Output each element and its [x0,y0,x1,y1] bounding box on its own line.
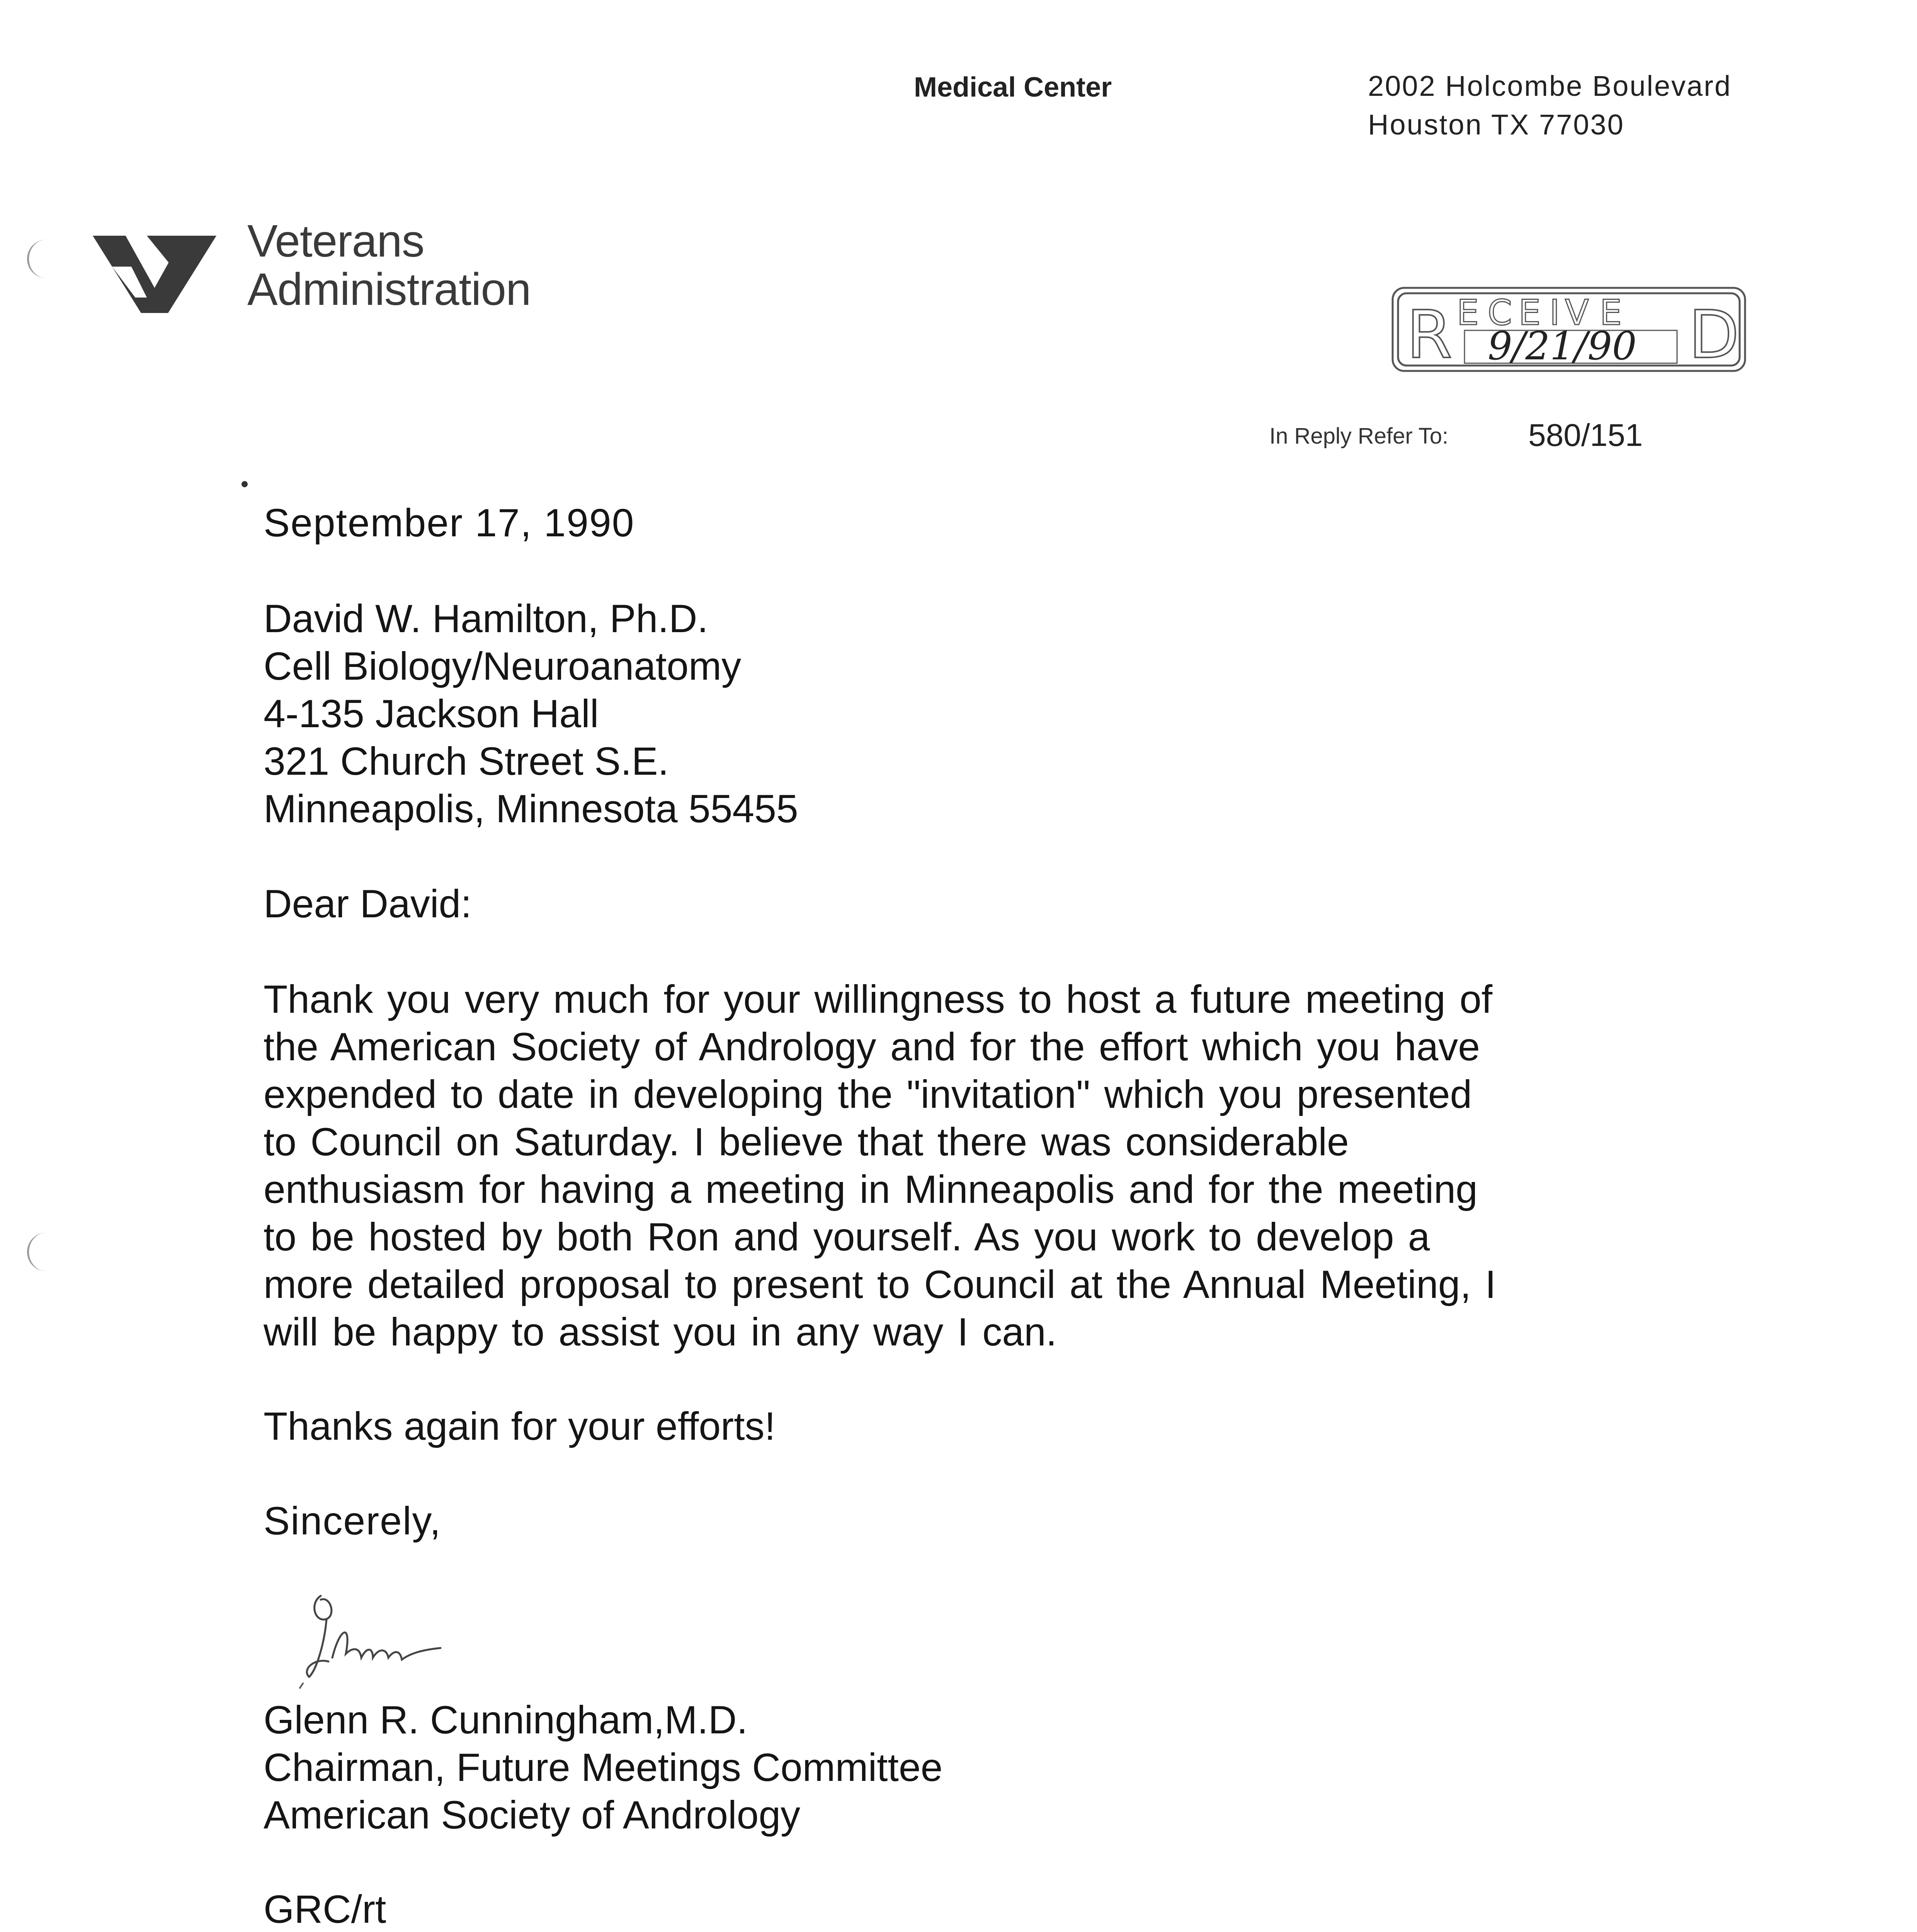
body-line: to Council on Saturday. I believe that there was considerable [264,1120,1349,1164]
recipient-line: 321 Church Street S.E. [264,739,669,783]
body-paragraph [264,976,1496,1356]
signatory-organization: American Society of Andrology [264,1793,801,1837]
recipient-line: 4-135 Jackson Hall [264,692,599,736]
body-line: Thank you very much for your willingness to host a future meeting of [264,977,1493,1021]
svg-text:V: V [1565,293,1589,333]
reference-label: In Reply Refer To: [1269,423,1449,449]
address-line-2: Houston TX 77030 [1368,109,1624,141]
signature-block [264,1696,942,1839]
logo-text-veterans: Veterans [247,216,424,267]
svg-text:E: E [1600,293,1622,333]
closing: Sincerely, [264,1499,442,1543]
body-line: expended to date in developing the "invitation" which you presented [264,1072,1472,1116]
svg-text:D: D [1689,297,1739,373]
body-line: enthusiasm for having a meeting in Minneapolis and for the meeting [264,1167,1478,1211]
body-line: the American Society of Andrology and for the effort which you have [264,1025,1480,1069]
va-logo-icon [89,220,220,317]
recipient-line: Cell Biology/Neuroanatomy [264,644,741,688]
signatory-title: Chairman, Future Meetings Committee [264,1745,943,1789]
letter-date: September 17, 1990 [264,501,635,545]
svg-text:E: E [1457,293,1479,333]
department-name: Medical Center [914,72,1112,103]
handwritten-signature [294,1580,471,1696]
punch-hole-mark [27,1233,52,1271]
svg-text:R: R [1407,297,1453,373]
body-line: will be happy to assist you in any way I can. [264,1310,1057,1354]
salutation: Dear David: [264,882,472,926]
svg-text:I: I [1550,293,1560,333]
recipient-address [264,595,798,833]
svg-text:E: E [1519,293,1541,333]
recipient-line: David W. Hamilton, Ph.D. [264,597,708,641]
svg-text:C: C [1488,293,1512,333]
typist-initials: GRC/rt [264,1887,386,1931]
recipient-line: Minneapolis, Minnesota 55455 [264,787,798,831]
reference-number: 580/151 [1528,418,1643,453]
received-stamp [1391,280,1747,381]
body-line: more detailed proposal to present to Council at the Annual Meeting, I [264,1262,1496,1306]
logo-text-administration: Administration [247,264,531,315]
punch-hole-mark [27,240,52,278]
svg-text:9/21/90: 9/21/90 [1488,323,1637,369]
body-line: to be hosted by both Ron and yourself. As you work to develop a [264,1215,1430,1259]
thanks-line: Thanks again for your efforts! [264,1404,776,1448]
scan-dot [242,481,248,487]
address-line-1: 2002 Holcombe Boulevard [1368,70,1732,102]
signatory-name: Glenn R. Cunningham,M.D. [264,1698,748,1742]
